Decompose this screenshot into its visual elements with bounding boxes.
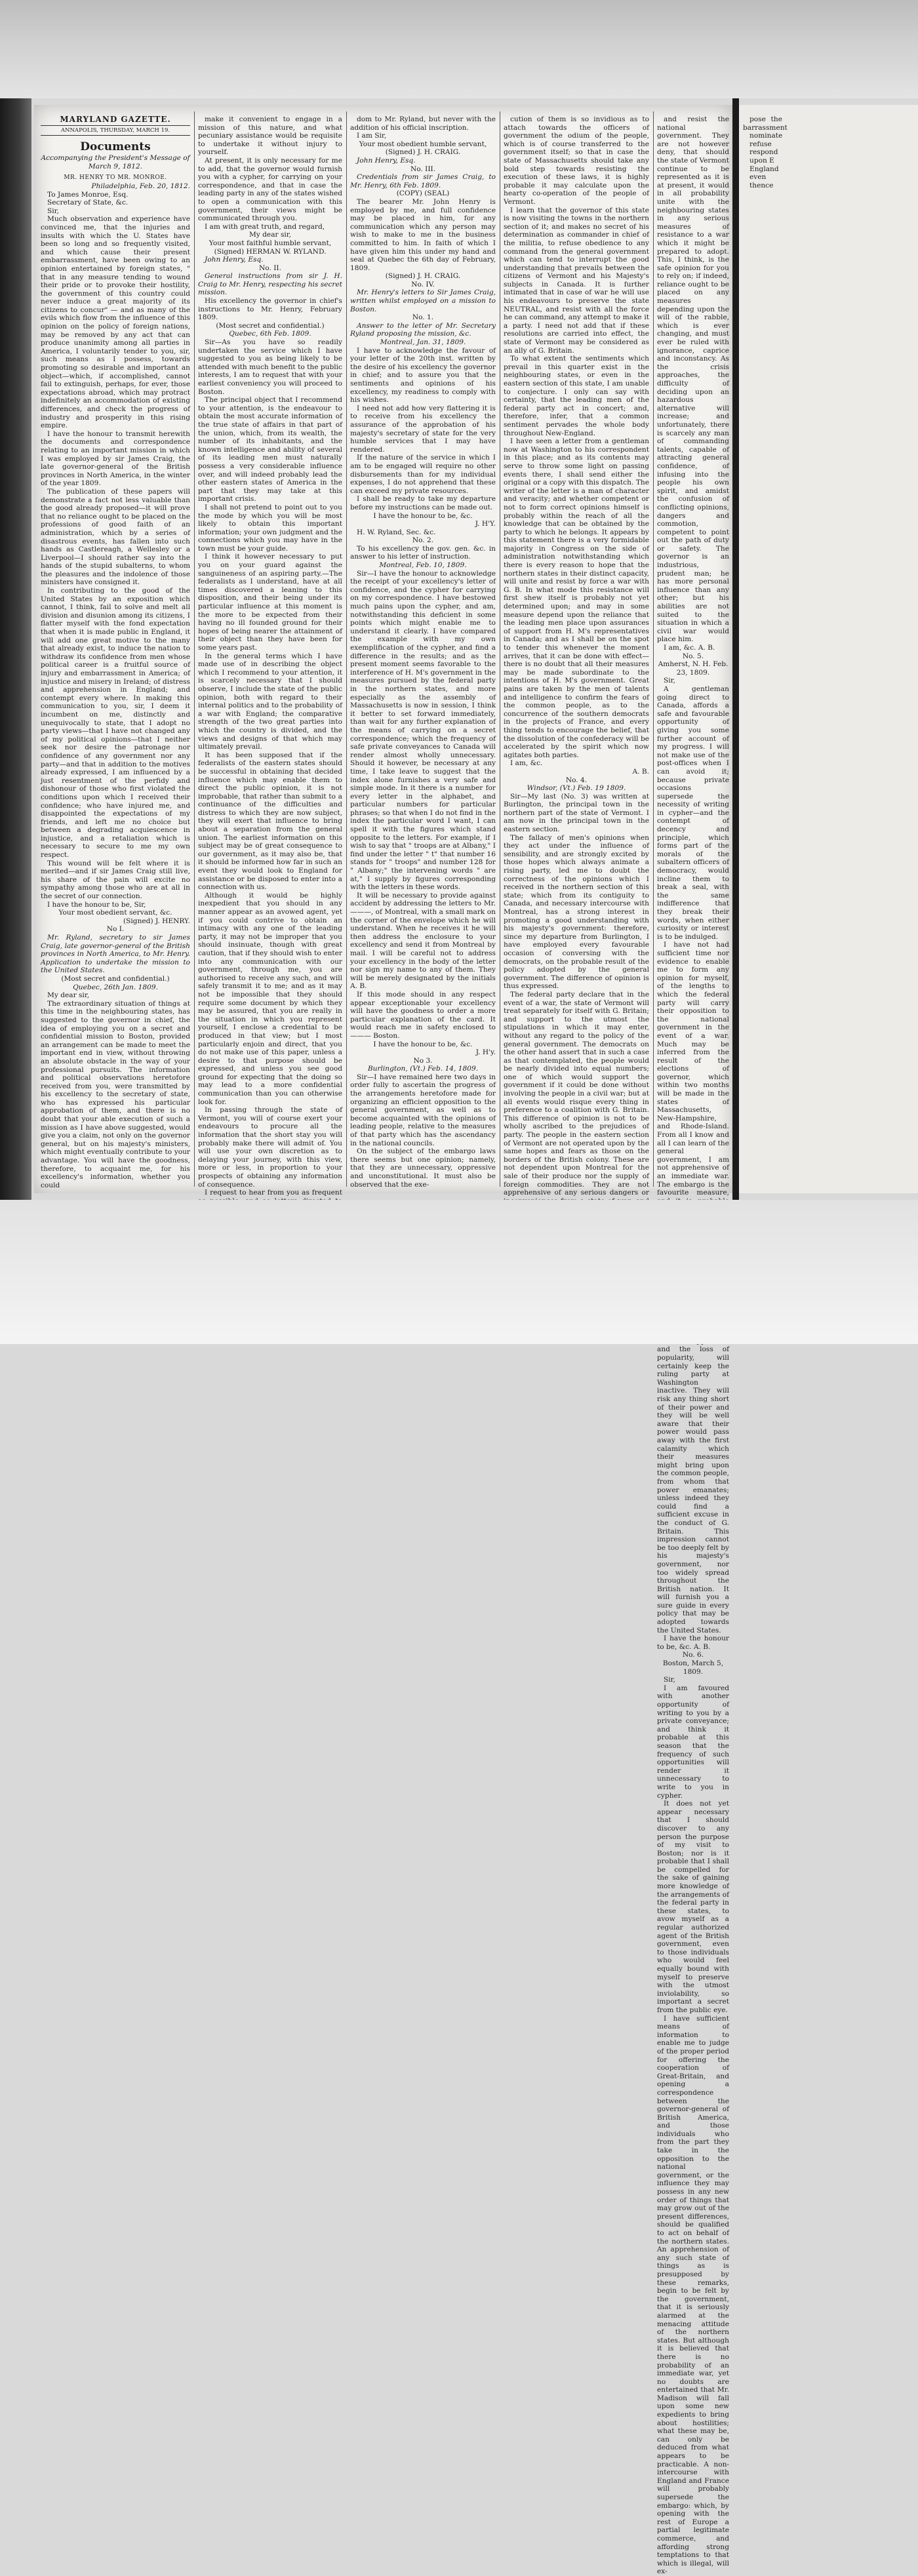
book-spine — [0, 98, 31, 1200]
paragraph: England — [749, 165, 779, 173]
paragraph: Mr. Ryland, secretary to sir James Craig, late governor-general of the British provinces in North America, to Mr. Henry. Application to undertake the mission to the United States. — [41, 934, 190, 975]
paragraph: (COPY) (SEAL) — [396, 189, 450, 198]
paragraph: Windsor, (Vt.) Feb. 19 1809. — [527, 784, 626, 793]
paragraph: refuse — [749, 140, 772, 148]
newspaper-page — [34, 105, 732, 2576]
paragraph: I am, &c. A. B. — [664, 644, 715, 652]
paragraph: J. H'y. — [475, 1048, 496, 1057]
scan-background-bottom — [0, 1200, 918, 1344]
paragraph: I am, &c. — [510, 759, 543, 768]
paragraph: No. IV. — [411, 280, 435, 288]
paragraph: even — [749, 173, 767, 182]
paragraph: and resist the national government. They are not however deny, that should the state of Vermont continue to be represented as it is at present, it would in all probability unite with the neighbouring states in any serious measures of resistance to a war which it might be prepared to adopt. This, I think, is the safe opinion for you to rely on; if indeed, reliance ought to be placed on any measures depending upon the will of the rabble, which is ever changing, and must ever be ruled with ignorance, caprice and inconstancy. As the crisis approaches, the difficulty of deciding upon an hazardous alternative will increase; and unfortunately, there is scarcely any man of commanding talents, capable of attracting general confidence, of infusing into the people his own spirit, and amidst the confusion of conflicting opinions, dangers and commotion, competent to point out the path of duty or safety. The governor is an industrious, prudent man; he has more personal influence than any other; but his abilities are not suited to the situation in which a civil war would place him. — [657, 115, 729, 644]
paragraph: I am Sir, — [357, 132, 387, 140]
paragraph: I have the honour to be, &c. — [373, 511, 473, 520]
paragraph: A gentleman going direct to Canada, affords a safe and favourable opportunity of giving you some further account of my progress. I will not make use of the post-offices when I can avoid it; because private occasions supersede the necessity of writing in cypher—and the contempt of decency and principle, which forms part of the morals of the subaltern officers of democracy, would incline them to break a seal, with the same indifference that they break their words, when either curiosity or interest is to be indulged. — [657, 684, 729, 941]
paragraph: This wound will be felt where it is merited—and if sir James Craig still live, his share of the pain will excite no sympathy among those who are at all in the secret of our connection. — [41, 859, 190, 901]
paragraph: I request to hear from you as frequent — [205, 1189, 342, 1197]
paragraph: No. 6. — [682, 1651, 704, 1659]
paragraph: My dear sir, — [249, 231, 292, 239]
paragraph: In passing through the state of Vermont, you will of course exert your endeavours to procure all the information that the short stay you will probably make there will admit of. You will use your own discretion as to delaying your journey, with this view, more or less, in proportion to your prospects of obtaining any information of consequence. — [198, 1106, 342, 1189]
paragraph: On the subject of the embargo laws there seems but one opinion; namely, that they are unnecessary, oppressive and unconstitutional. It must also be observed that the exe- — [350, 1147, 496, 1189]
paragraph: Sir, — [664, 677, 675, 685]
paragraph: If this mode should in any respect appear exceptionable your excellency will have the goodness to order a more particular explanation of the card. It would reach me in safety enclosed to ——— Boston. — [350, 990, 496, 1040]
paragraph: General instructions from sir J. H. Craig to Mr. Henry, respecting his secret mission. — [198, 272, 342, 297]
paragraph: No. III. — [410, 165, 436, 173]
paragraph: In the general terms which I have made use of in describing the object which I recommend to your attention, it is scarcely necessary that I should observe, I include the state of the public opinion, both with regard to their internal politics and to the probability of a war with England; the comparative strength of the two great parties into which the country is divided, and the views and designs of that which may ultimately prevail. — [198, 652, 342, 751]
paragraph: No. 5. — [682, 652, 704, 660]
paragraph: dom to Mr. Ryland, but never with the addition of his official inscription. — [350, 115, 496, 132]
paragraph: I have the honour to be, &c. — [373, 1040, 473, 1048]
paragraph: The fallacy of men's opinions when they act under the influence of sensibility, and are strongly excited by those hopes which always animate a rising party, led me to doubt the correctness of the opinions which I received in the northern section of this state; which from its contiguity to Canada, and necessary intercourse with Montreal, has a strong interest in promoting a good understanding with his majesty's government: therefore, since my departure from Burlington, I have employed every favourable occasion of conversing with the democrats, on the probable result of the policy adopted by the general government. The difference of opinion is thus expressed. — [504, 833, 649, 991]
paragraph: The extraordinary situation of things at this time in the neighbouring states, has suggested to the governor in chief, the idea of employing you on a secret and confidential mission to Boston, provided an arrangement can be made to meet the important end in view, without throwing an absolute obstacle in the way of your professional pursuits. The information and political observations heretofore received from you, were transmitted by his excellency to the secretary of state, who has expressed his particular approbation of them, and there is no doubt that your able execution of such a mission as I have above suggested, would give you a claim, not only on the governor general, but on his majesty's ministers, which might eventually contribute to your advantage. You will have the goodness, therefore, to acquaint me, for his excellency's information, whether you could — [41, 999, 190, 1189]
paragraph: I have to acknowledge the favour of your letter of the 20th inst. written by the desire of his excellency the governor in chief; and to assure you that the sentiments and opinions of his excellency, my readiness to comply with his wishes. — [350, 346, 496, 405]
paragraph: It will be necessary to provide against accident by addressing the letters to Mr. ———, of Montreal, with a small mark on the corner of the envelope which he will understand. When he receives it he will then address the enclosure to your excellency and send it from Montreal by mail. I will be careful not to address your excellency in the body of the letter nor sign my name to any of them. They will be merely designated by the initials A. B. — [350, 891, 496, 991]
column-rule — [346, 111, 347, 1187]
column-6-partial — [743, 115, 788, 189]
paragraph: I am with great truth, and regard, — [205, 222, 325, 231]
paragraph: My dear sir, — [47, 991, 90, 1000]
paragraph: Credentials from sir James Craig, to Mr. Henry, 6th Feb. 1809. — [350, 173, 496, 189]
paragraph: make it convenient to engage in a mission of this nature, and what pecuniary assistance would be requisite to undertake it without injury to yourself. — [198, 115, 342, 157]
paragraph: A. B. — [632, 767, 649, 776]
paragraph: pose the barrassment — [743, 115, 788, 132]
paragraph: Montreal, Feb. 10, 1809. — [379, 561, 467, 570]
paragraph: John Henry, Esq. — [357, 156, 416, 165]
paragraph: Sir—As you have so readily undertaken the service which I have suggested to you as being likely to be attended with much benefit to the public interests, I am to request that with your earliest conveniency you will proceed to Boston. — [198, 338, 342, 396]
paragraph: I have the honour to be, &c. A. B. — [657, 1635, 729, 1651]
paragraph: Mr. Henry's letters to Sir James Craig, written whilst employed on a mission to Boston. — [350, 288, 496, 313]
paragraph: (Signed) HERMAN W. RYLAND. — [214, 247, 327, 256]
paragraph: Sir, — [47, 207, 59, 215]
article-subtitle: Accompanying the President's Message of March 9, 1812. — [41, 154, 190, 170]
paragraph: Sir—I have the honour to acknowledge the receipt of your excellency's letter of confidence, and the cypher for carrying on my correspondence. I have bestowed much pains upon the cypher, and am, notwithstanding this deficient in some points which might enable me to understand it clearly. I have compared the example with my own exemplification of the cypher, and find a difference in the results; and as the present moment seems favorable to the interference of H. M's government in the measures pursued by the federal party in the northern states, and more especially as the assembly of Massachusetts is now in session, I think it better to set forward immediately, than wait for any further explanation of the means of carrying on a secret correspondence; which the frequency of safe private conveyances to Canada will render almost wholly unnecessary. Should it however, be necessary at any time, I take leave to suggest that the index alone furnishes a very safe and simple mode. In it there is a number for every letter in the alphabet, and particular numbers for particular phrases; so that when I do not find in the index the particular word I want, I can spell it with the figures which stand opposite to the letters. For example, if I wish to say that " troops are at Albany," I find under the letter " t" that number 16 stands for " troops" and number 128 for " Albany;" the intervening words " are at," I supply by figures corresponding with the letters in these words. — [350, 569, 496, 892]
paragraph: Burlington, (Vt.) Feb. 14, 1809. — [367, 1065, 479, 1073]
masthead: MARYLAND GAZETTE. — [60, 115, 171, 124]
column-2 — [198, 115, 342, 1271]
facing-page — [739, 105, 918, 1193]
paragraph: It has been supposed that if the federalists of the eastern states should be successful in obtaining that decided influence which may enable them to direct the public opinion, it is not improbable, that rather than submit to a continuance of the difficulties and distress to which they are now subject, they will exert that influence to bring about a separation from the general union. The earliest information on this subject may be of great consequence to our government, as it may also be, that it should be informed how far in such an event they would look to England for assistance or be disposed to enter into a connection with us. — [198, 751, 342, 892]
paragraph: (Most secret and confidential.) — [61, 974, 170, 983]
paragraph: I have sufficient means of information to enable me to judge of the proper period for offering the cooperation of Great-Britain, and opening a correspondence between the governor-general of British America, and those individuals who from the part they take in the opposition to the national government, or the influence they may possess in any new order of things that may grow out of the present differences, should be qualified to act on behalf of the northern states. An apprehension of any such state of things as is presupposed by these remarks, begin to be felt by the government, that it is seriously alarmed at the menacing attitude of the northern states. But although it is believed that there is no probability of an immediate war, yet no doubts are entertained that Mr. Madison will fall upon some new expedients to bring about hostilities; what these may be, can only be deduced from what appears to be practicable. A non-intercourse with England and France will probably supersede the embargo: which, by opening with the rest of Europe a partial legitimate commerce, and affording strong temptations to that which is illegal, will ex- — [657, 2014, 729, 2576]
paragraph: upon E — [749, 156, 774, 165]
paragraph: I shall not pretend to point out to you the mode by which you will be most likely to obtain this important information; your own judgment and the connections which you may have in the town must be your guide. — [198, 503, 342, 553]
article-title: Documents — [80, 140, 151, 154]
paragraph: Amherst, N. H. Feb. 23, 1809. — [658, 660, 728, 677]
paragraph: No 3. — [413, 1056, 433, 1065]
paragraph: (Signed) J. H. CRAIG. — [385, 272, 461, 281]
paragraph: No. 1. — [412, 313, 434, 322]
paragraph: Answer to the letter of Mr. Secretary Ryland proposing the mission, &c. — [350, 321, 496, 338]
paragraph: Sir, — [664, 1676, 675, 1684]
paragraph: John Henry, Esq. — [205, 256, 264, 264]
column-3 — [350, 115, 496, 1189]
paragraph: Sir—My last (No. 3) was written at Burlington, the principal town in the northern part of the state of Vermont. I am now in the principal town in the eastern section. — [504, 792, 649, 834]
paragraph: I have seen a letter from a gentleman now at Washington to his correspondent in this place; and as its contents may serve to throw some light on passing events there, I shall send either the original or a copy with this dispatch. The writer of the letter is a man of character and veracity; and whether competent or not to form correct opinions himself is probably within the reach of all the knowledge that can be obtained by the party to which he belongs. It appears by this statement there is a very formidable majority in Congress on the side of administration notwithstanding which there is every reason to hope that the northern states in their distinct capacity, will unite and resist by force a war with G. B. In what mode this resistance will first shew itself is probably not yet determined upon; and may in some measure depend upon the reliance that the leading men place upon assurances of support from H. M's representatives in Canada; and as I shall be on the spot to tender this whenever the moment arrives, that it can be done with effect—there is no doubt that all their measures may be made subordinate to the intentions of H. M's government. Great pains are taken by the men of talents and intelligence to confirm the fears of the common people, as to the concurrence of the southern democrats in the projects of France, and every thing tends to encourage the belief, that the dissolution of the confederacy will be accelerated by the spirit which now agitates both parties. — [504, 437, 649, 759]
paragraph: I have the honour to be, Sir, — [47, 900, 146, 909]
paragraph: No. 4. — [565, 776, 588, 784]
paragraph: No. II. — [259, 264, 281, 272]
paragraph: thence — [749, 181, 774, 189]
paragraph: To James Monroe, Esq. — [47, 190, 129, 199]
paragraph: If the nature of the service in which I am to be engaged will require no other disbursements than for my individual expenses, I do not apprehend that these can exceed my private resources. — [350, 454, 496, 495]
paragraph: Your most obedient servant, &c. — [58, 909, 172, 917]
column-5 — [657, 115, 729, 2576]
paragraph: Boston, March 5, 1809. — [662, 1659, 724, 1676]
paragraph: Sir—I have remained here two days in order fully to ascertain the progress of the arrangements heretofore made for organizing an efficient opposition to the general government, as well as to become acquainted with the opinions of leading people, relative to the measures of that party which has the ascendancy in the national councils. — [350, 1073, 496, 1147]
paragraph: No. 2. — [412, 536, 434, 545]
paragraph: No I. — [106, 925, 125, 934]
dateline: ANNAPOLIS, THURSDAY, MARCH 19. — [41, 125, 190, 136]
paragraph: The principal object that I recommend to your attention, is the endeavour to obtain the most accurate information of the true state of affairs in that part of the union, which, from its wealth, the number of its inhabitants, and the known intelligence and ability of several of its leading men must naturally possess a very considerable influence over, and will indeed probably lead the other eastern states of America in the part that they may take at this important crisis. — [198, 396, 342, 504]
paragraph: I shall be ready to take my departure before my instructions can be made out. — [350, 495, 496, 511]
paragraph: Quebec, 6th Feb. 1809. — [229, 330, 311, 338]
paragraph: In contributing to the good of the United States by an exposition which cannot, I think, fail to solve and melt all division and disunion among its citizens, I flatter myself with the fond expectation that when it is made public in England, it will add one great motive to the many that already exist, to induce the nation to withdraw its confidence from men whose political career is a fruitful source of injury and embarrassment in America; of injustice and misery in Ireland; of distress and apprehension in England; and contempt every where. In making this communication to you, sir, I deem it incumbent on me, distinctly and unequivocally to state, that I adopt no party views—that I have not changed any of my political opinions—that I neither seek nor desire the patronage nor confidence of any government nor any party—and that in addition to the motives already expressed, I am influenced by a just resentment of the perfidy and dishonour of those who first violated the conditions upon which I received their confidence; who have injured me, and disappointed the expectations of my friends, and left me no choice but between a degrading acquiescence in injustice, and a retaliation which is necessary to secure to me my own respect. — [41, 587, 190, 860]
paragraph: To his excellency the gov. gen. &c. in answer to his letter of instruction. — [350, 544, 496, 561]
paragraph: Montreal, Jan. 31, 1809. — [380, 338, 466, 347]
paragraph: Secretary of State, &c. — [47, 199, 129, 207]
paragraph: I am favoured with another opportunity of writing to you by a private conveyance; and think it probable at this season that the frequency of such opportunities will render it unnecessary to write to you in cypher. — [657, 1684, 729, 1800]
paragraph: MR. HENRY TO MR. MONROE. — [64, 174, 167, 182]
paragraph: I learn that the governor of this state is now visiting the towns in the northern section of it; and makes no secret of his determination as commander in chief of the militia, to refuse obedience to any command from the general government which can tend to interrupt the good understanding that prevails between the citizens of Vermont and his Majesty's subjects in Canada. It is further intimated that in case of war he will use his endeavours to preserve the state NEUTRAL, and resist with all the force he can command, any attempt to make it a party. I need not add that if these resolutions are carried into effect, the state of Vermont may be considered as an ally of G. Britain. — [504, 206, 649, 355]
column-rule — [653, 111, 654, 1187]
paragraph: I have the honour to transmit herewith the documents and correspondence relating to an important mission in which I was employed by sir James Craig, the late governor-general of the British provinces in North America, in the winter of the year 1809. — [41, 429, 190, 488]
paragraph: H. W. Ryland, Sec. &c. — [357, 528, 436, 536]
column-4 — [504, 115, 649, 1246]
paragraph: Philadelphia, Feb. 20, 1812. — [91, 182, 190, 190]
scan-background-top — [0, 0, 918, 98]
paragraph: I have not had sufficient time nor evidence to enable me to form any opinion for myself, of the lengths to which the federal party will carry their opposition to the national government in the event of a war. Much may be inferred from the result of the elections of governor, which within two months will be made in the states of Massachusetts, New-Hampshire, and Rhode-Island. From all I know and all I can learn of the general government, I am not apprehensive of an immediate war. The embargo is the favourite measure, and the loss of popularity, will certainly keep the ruling party at Washington inactive. They will risk any thing short of their power and they will be well aware that their power would pass away with the first calamity which their measures might bring upon the common people, from whom that power emanates; unless indeed they could find a sufficient excuse in the conduct of G. Britain. This impression cannot be too deeply felt by his majesty's government, nor too widely spread throughout the British nation. It will furnish you a sure guide in every policy that may be adopted towards the United States. — [657, 941, 729, 1635]
paragraph: (Signed) J. HENRY. — [123, 917, 190, 925]
paragraph: Your most faithful humble servant, — [209, 239, 332, 247]
paragraph: To what extent the sentiments which prevail in this quarter exist in the neighbouring states, or even in the eastern section of this state, I am unable to conjecture. I only can say with certainty, that the leading men of the federal party act in concert; and, therefore, infer, that a common sentiment pervades the whole body throughout New-England. — [504, 355, 649, 437]
column-rule — [194, 111, 195, 1187]
paragraph: I think it however necessary to put you on your guard against the sanguineness of an aspiring party.—The federalists as I understand, have at all times discovered a leaning to this disposition, and their being under its particular influence at this moment is the more to be expected from their having no ill founded ground for their hopes of being nearer the attainment of their object than they have been for some years past. — [198, 553, 342, 652]
paragraph: His excellency the governor in chief's instructions to Mr. Henry, February 1809. — [198, 297, 342, 322]
paragraph: At present, it is only necessary for me to add, that the governor would furnish you with a cypher, for carrying on your correspondence, and that in case the leading party in any of the states wished to open a communication with this government, their views might be communicated through you. — [198, 156, 342, 223]
paragraph: The federal party declare that in the event of a war, the state of Vermont will treat separately for itself with G. Britain; and support to the utmost the stipulations in which it may enter, without any regard to the policy of the general government. The democrats on the other hand assert that in such a case as that contemplated, the people would be nearly divided into equal numbers; one of which would support the government if it could be done without involving the people in a civil war; but at all events would risque every thing in preference to a coalition with G. Britain. This difference of opinion is not to be wholly ascribed to the prejudices of party. The people in the eastern section of Vermont are not operated upon by the same hopes and fears as those on the borders of the British colony. These are not dependent upon Montreal for the sale of their produce nor the supply of foreign commodities. They are not apprehensive of any serious dangers or — [504, 990, 649, 1197]
paragraph: It does not yet appear necessary that I should discover to any person the purpose of my visit to Boston; nor is it probable that I shall be compelled for the sake of gaining more knowledge of the arrangements of the federal party in these states, to avow myself as a regular authorized agent of the British government, even to those individuals who would feel equally bound with myself to preserve with the utmost inviolability, so important a secret from the public eye. — [657, 1800, 729, 2014]
paragraph: The publication of these papers will demonstrate a fact not less valuable than the good already proposed—it will prove that no reliance ought to be placed on the professions of good faith of an administration, which by a series of disastrous events, has fallen into such hands as Castlereagh, a Wellesley or a Liverpool—I should rather say into the hands of the stupid subalterns, to whom the pleasures and the indolence of those ministers have consigned it. — [41, 487, 190, 587]
paragraph: J. H'Y. — [475, 520, 496, 528]
page-gutter — [732, 98, 739, 1206]
paragraph: The bearer Mr. John Henry is employed by me, and full confidence may be placed in him, for any communication which any person may wish to make to me in the business committed to him. In faith of which I have given him this under my hand and seal at Quebec the 6th day of February, 1809. — [350, 197, 496, 272]
paragraph: Quebec, 26th Jan. 1809. — [73, 983, 158, 991]
paragraph: respond — [749, 148, 778, 157]
paragraph: (Most secret and confidential.) — [216, 321, 325, 330]
paragraph: (Signed) J. H. CRAIG. — [385, 148, 461, 157]
paragraph: Although it would be highly inexpedient that you should in any manner appear as an avowed agent, yet if you could contrive to obtain an intimacy with any one of the leading party, it may not be improper that you should insinuate, though with great caution, that if they should wish to enter into any communication with our government, through me, you are authorised to receive any such, and will safely transmit it to me; and as it may not be impossible that they should require some document by which they may be assured, that you are really in the situation in which you represent yourself, I enclose a credential to be produced in that view; but I most particularly enjoin and direct, that you do not make use of this paper, unless a desire to that purpose should be expressed, and unless you see good ground for expecting that the doing so may lead to a more confidential communication than you can otherwise look for. — [198, 891, 342, 1106]
paragraph: I need not add how very flattering it is to receive from his excellency the assurance of the approbation of his majesty's secretary of state for the very humble services that I may have rendered. — [350, 404, 496, 454]
paragraph: Your most obedient humble servant, — [359, 140, 487, 148]
paragraph: nominate — [749, 132, 783, 140]
paragraph: Much observation and experience have convinced me, that the injuries and insults with which the U. States have been so long and so frequently visited, and which cause their present embarrassment, have been owing to an opinion entertained by foreign states, " that in any measure tending to wound their pride or to provoke their hostility, the government of this country could never induce a great majority of its citizens to concur" — and as many of the evils which flow from the influence of this opinion on the policy of foreign nations, may be removed by any act that can produce unanimity among all parties in America, I voluntarily tender to you, sir, such means as I possess, towards promoting so desirable and important an object—which, if accomplished, cannot fail to extinguish, perhaps, for ever, those expectations abroad, which may protract indefinitely an accommodation of existing differences, and check the progress of industry and prosperity in this rising empire. — [41, 215, 190, 430]
column-1 — [41, 115, 190, 1189]
paragraph: cution of them is so invidious as to attach towards the officers of government the odium of the people, which is of course transferred to the government itself; so that in case the state of Massachusetts should take any bold step towards resisting the execution of these laws, it is highly probable it may calculate upon the hearty co-operation of the people of Vermont. — [504, 115, 649, 206]
